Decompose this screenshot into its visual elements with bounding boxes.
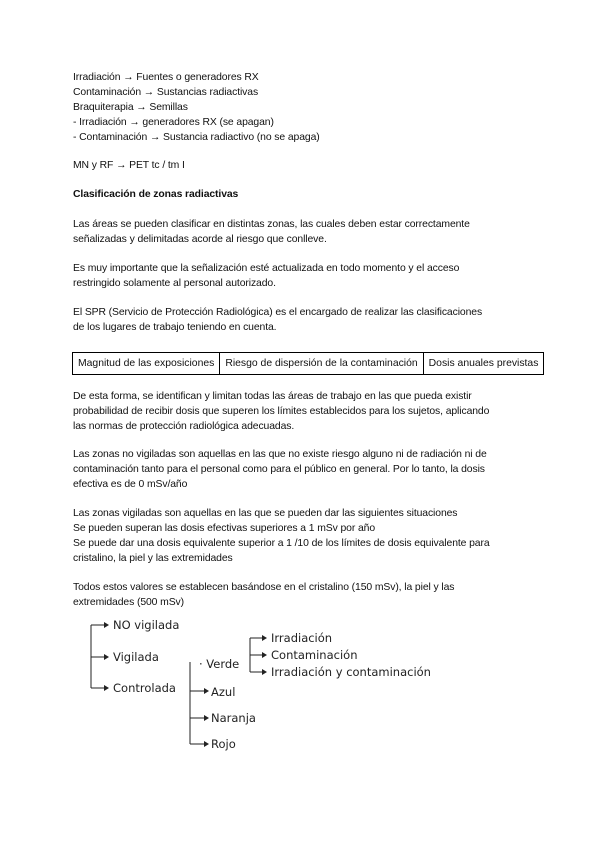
intro-line: - Contaminación → Sustancia radiactivo (no se apaga) [73, 132, 320, 143]
tree-vigilada: Vigilada [113, 650, 159, 664]
tree-azul: Azul [211, 685, 236, 699]
tree-naranja: Naranja [211, 711, 256, 725]
intro-line: Contaminación → Sustancias radiactivas [73, 87, 259, 98]
arrow-icon [204, 688, 209, 694]
paragraph-line: de los lugares de trabajo teniendo en cuenta. [73, 322, 277, 333]
arrow-icon [262, 635, 267, 641]
tree-contaminacion: Contaminación [271, 648, 358, 662]
tree-irradiacion-contaminacion: Irradiación y contaminación [271, 665, 431, 679]
paragraph-line: De esta forma, se identifican y limitan todas las áreas de trabajo en las que pueda existir [73, 391, 472, 402]
arrow-icon [262, 652, 267, 658]
arrow-icon [104, 654, 109, 660]
tree-verde: · Verde [199, 657, 240, 671]
tree-rojo: Rojo [211, 737, 236, 751]
table-cell: Magnitud de las exposiciones [73, 353, 220, 375]
arrow-icon [104, 622, 109, 628]
paragraph-line: probabilidad de recibir dosis que superen los límites establecidos para los sujetos, aplicando [73, 406, 490, 417]
arrow-icon [204, 715, 209, 721]
paragraph-line: El SPR (Servicio de Protección Radiológica) es el encargado de realizar las clasificaciones [73, 307, 483, 318]
paragraph-line: Las zonas no vigiladas son aquellas en las que no existe riesgo alguno ni de radiación ni de [73, 449, 487, 460]
paragraph-line: señalizadas y delimitadas acorde al riesgo que conlleve. [73, 234, 327, 245]
paragraph-line: Se puede dar una dosis equivalente superior a 1 /10 de los límites de dosis equivalente para [73, 538, 490, 549]
arrow-icon [204, 741, 209, 747]
intro-line: - Irradiación → generadores RX (se apagan) [73, 117, 274, 128]
table-cell: Riesgo de dispersión de la contaminación [220, 353, 423, 375]
paragraph-line: restringido solamente al personal autorizado. [73, 278, 276, 289]
tree-controlada: Controlada [113, 681, 176, 695]
arrow-icon [104, 685, 109, 691]
arrow-icon [262, 669, 267, 675]
paragraph-line: Se pueden superan las dosis efectivas superiores a 1 mSv por año [73, 523, 376, 534]
paragraph-line: Las zonas vigiladas son aquellas en las que se pueden dar las siguientes situaciones [73, 508, 458, 519]
paragraph-line: las normas de protección radiológica adecuadas. [73, 421, 295, 432]
paragraph-line: contaminación tanto para el personal como para el público en general. Por lo tanto, la dosis [73, 464, 485, 475]
tree-no-vigilada: NO vigilada [113, 618, 180, 632]
paragraph-line: Todos estos valores se establecen basándose en el cristalino (150 mSv), la piel y las [73, 582, 455, 593]
paragraph-line: cristalino, la piel y las extremidades [73, 553, 233, 564]
paragraph-line: Es muy importante que la señalización esté actualizada en todo momento y el acceso [73, 263, 460, 274]
intro-line: Braquiterapia → Semillas [73, 102, 188, 113]
tree-irradiacion: Irradiación [271, 631, 333, 645]
intro-line: Irradiación → Fuentes o generadores RX [73, 72, 259, 83]
table-cell: Dosis anuales previstas [423, 353, 544, 375]
mn-line: MN y RF → PET tc / tm I [73, 160, 185, 171]
paragraph-line: Las áreas se pueden clasificar en distintas zonas, las cuales deben estar correctamente [73, 219, 470, 230]
paragraph-line: extremidades (500 mSv) [73, 597, 184, 608]
section-title: Clasificación de zonas radiactivas [73, 189, 239, 200]
paragraph-line: efectiva es de 0 mSv/año [73, 479, 188, 490]
